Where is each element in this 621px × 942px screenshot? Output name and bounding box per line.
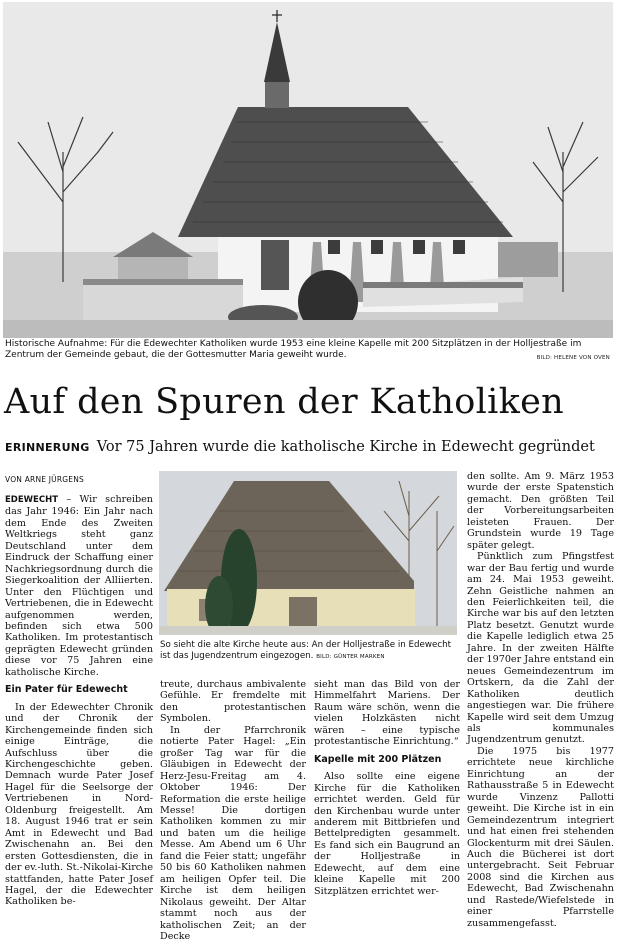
byline: VON ARNE JÜRGENS: [5, 475, 85, 484]
historic-chapel-photo: [3, 2, 613, 338]
current-chapel-illustration: [159, 471, 457, 635]
lead-paragraph: – Wir schreiben das Jahr 1946: Ein Jahr nach dem Ende des Zweiten Weltkriegs steht ganz Deutschland unter dem Eindruck der Schaffung einer Nachkriegsordnung durch die Siegerkoalition der Alliierten. Unter den Flüchtigen und Vertriebenen, die in Edewecht aufgenommen werden, befinden sich etwa 500 Katholiken. Im protestantisch geprägten Edewecht gründen diese vor 75 Jahren eine katholische Kirche.: [5, 494, 153, 678]
subheading-kapelle: Kapelle mit 200 Plätzen: [314, 753, 442, 765]
col1-paragraph-2: In der Edewechter Chronik und der Chronik der Kirchengemeinde finden sich einige Einträge, die Aufschluss über die Kirchengeschichte geben. Demnach wurde Pater Josef Hagel für die Seelsorge der Vertriebenen in Nord-Oldenburg freigestellt. Am 18. August 1946 trat er sein Amt in Edewecht und Bad Zwischenahn an. Bei den ersten Gottesdiensten, die in der ev.-luth. St.-Nikolai-Kirche stattfanden, hatte Pater Josef Hagel, der die Edewechter Katholiken be-: [5, 701, 154, 908]
column-2: [160, 679, 306, 942]
column-3: [314, 679, 460, 897]
col2-paragraph-2: In der Pfarrchronik notierte Pater Hagel: „Ein großer Tag war für die Gläubigen in Edewecht der Herz-Jesu-Freitag am 4. Oktober 1946: Der Reformation die erste heilige Messe! Die dortigen Katholiken kommen zu mir und baten um die heilige Messe. Am Abend um 6 Uhr fand die Feier statt; ungefähr 50 bis 60 Katholiken nahmen am heiligen Opfer teil. Die Kirche ist dem heiligen Nikolaus geweiht. Der Altar stammt noch aus der katholischen Zeit; an der Decke: [160, 724, 306, 942]
current-chapel-photo: [159, 471, 457, 635]
subheading-ein-pater: Ein Pater für Edewecht: [5, 684, 128, 696]
col4-paragraph-2: Pünktlich zum Pfingstfest war der Bau fertig und wurde am 24. Mai 1953 geweiht. Zehn Geistliche nahmen an den Feierlichkeiten teil, die Kirche war bis auf den letzten Platz besetzt. Genutzt wurde die Kapelle lediglich etwa 25 Jahre. In der zweiten Hälfte der 1970er Jahre entstand ein neues Gemeindezentrum im Ortskern, da die Zahl der Katholiken deutlich angestiegen war. Die frühere Kapelle wird seit dem Umzug als kommunales Jugendzentrum genutzt.: [467, 551, 614, 746]
column-1: [5, 494, 153, 908]
subhead: [5, 436, 615, 455]
col3-paragraph-2: Also sollte eine eigene Kirche für die Katholiken errichtet werden. Geld für den Kirchenbau wurde unter anderem mit Bittbriefen und Bettelpredigten gesammelt. Es fand sich ein Baugrund an der Holljestraße in Edewecht, auf dem eine kleine Kapelle mit 200 Sitzplätzen errichtet wer-: [314, 771, 460, 897]
inline-photo-caption-text: So sieht die alte Kirche heute aus: An der Holljestraße in Edewecht ist das Jugendzentrum eingezogen.: [160, 640, 452, 661]
column-4: [467, 471, 614, 929]
historic-chapel-illustration: [3, 2, 613, 338]
subhead-text: Vor 75 Jahren wurde die katholische Kirche in Edewecht gegründet: [96, 439, 595, 455]
headline: Auf den Spuren der Katholiken: [4, 382, 564, 422]
col4-paragraph-1: den sollte. Am 9. März 1953 wurde der erste Spatenstich gemacht. Den größten Teil der Vorbereitungsarbeiten leisteten Frauen. Der Grundstein wurde 19 Tage später gelegt.: [467, 471, 614, 551]
inline-photo-credit: BILD: GÜNTER MARKEN: [316, 654, 385, 660]
top-photo-caption-text: Historische Aufnahme: Für die Edewechter Katholiken wurde 1953 eine kleine Kapelle mit 200 Sitzplätzen in der Holljestraße im Zentrum der Gemeinde gebaut, die der Gottesmutter Maria geweiht wurde.: [5, 339, 582, 360]
col2-paragraph-1: treute, durchaus ambivalente Gefühle. Er fremdelte mit den protestantischen Symbolen.: [160, 679, 306, 725]
col4-paragraph-3: Die 1975 bis 1977 errichtete neue kirchliche Einrichtung an der Rathausstraße 5 in Edewecht wurde Vinzenz Pallotti geweiht. Die Kirche ist in ein Gemeindezentrum integriert und hat einen frei stehenden Glockenturm mit drei Säulen. Auch die Bücherei ist dort untergebracht. Seit Februar 2008 sind die Kirchen aus Edewecht, Bad Zwischenahn und Rastede/Wiefelstede in einer Pfarrstelle zusammengefasst.: [467, 745, 614, 929]
col3-paragraph-1: sieht man das Bild von der Himmelfahrt Mariens. Der Raum wäre schön, wenn die vielen Holzkästen nicht wären – eine typische protestantische Einrichtung.“: [314, 679, 460, 748]
subhead-kicker: ERINNERUNG: [5, 441, 90, 454]
dateline: EDEWECHT: [5, 495, 59, 505]
top-photo-credit: BILD: HELENE VON OVEN: [536, 355, 610, 361]
inline-photo-caption: [160, 640, 460, 663]
top-photo-caption: [5, 339, 610, 363]
